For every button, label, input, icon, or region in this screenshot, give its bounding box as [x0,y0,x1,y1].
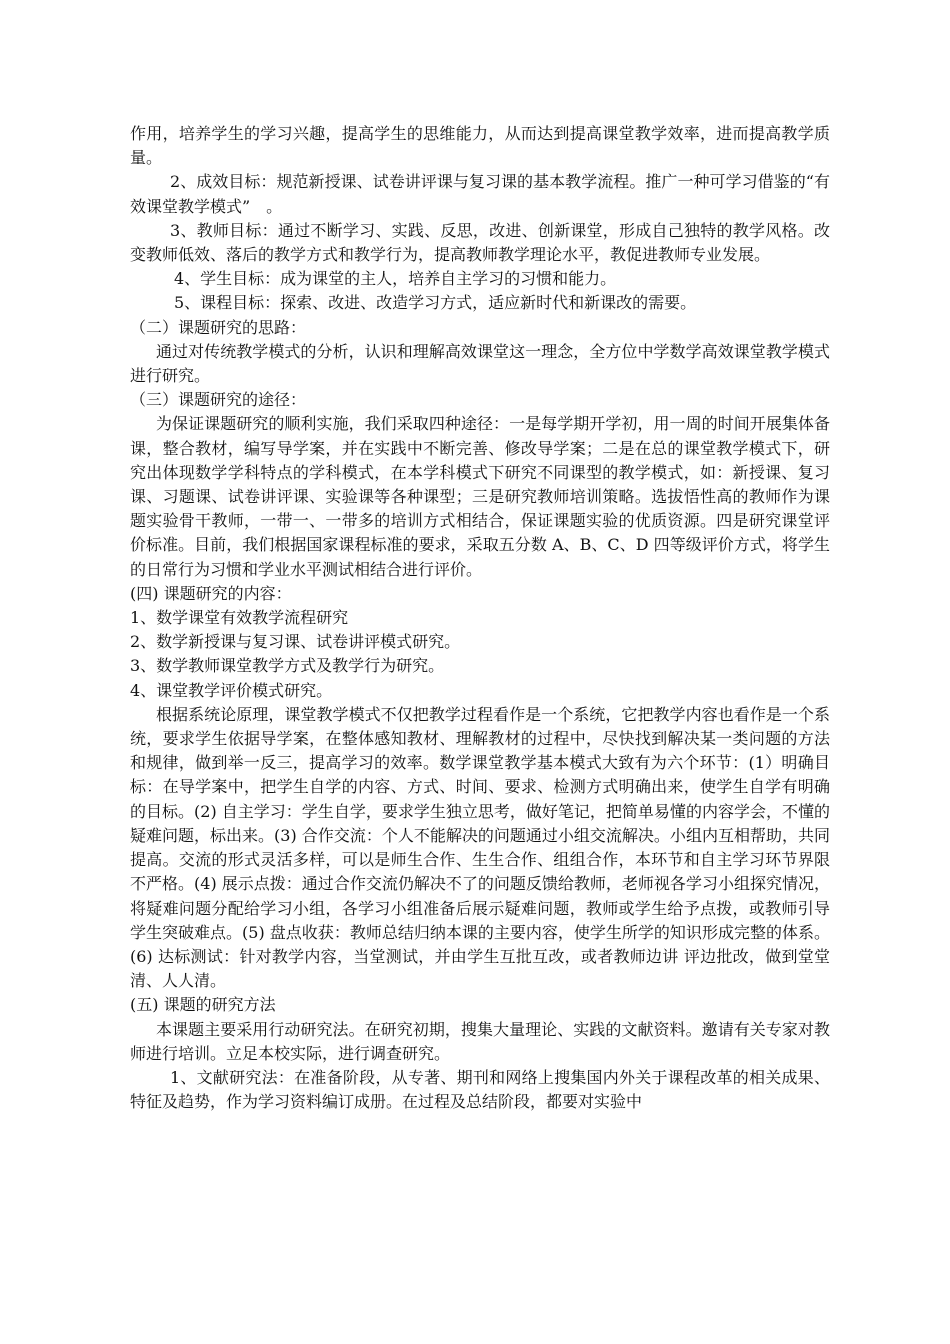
content-item-4: 4、课堂教学评价模式研究。 [130,680,333,700]
content-item-3: 3、数学教师课堂教学方式及教学行为研究。 [130,656,445,676]
goal-4-paragraph: 4、学生目标：成为课堂的主人，培养自主学习的习惯和能力。 [174,269,617,289]
section-5-body: 本课题主要采用行动研究法。在研究初期，搜集大量理论、实践的文献资料。邀请有关专家对教师进行培训。立足本校实际，进行调查研究。 [130,1019,830,1063]
section-2-heading: （二）课题研究的思路： [130,317,307,337]
section-4-heading: (四) 课题研究的内容： [130,583,292,603]
paragraph-continuation: 作用，培养学生的学习兴趣，提高学生的思维能力，从而达到提高课堂教学效率，进而提高教学质量。 [130,124,830,168]
section-5-heading: (五) 课题的研究方法 [130,995,276,1015]
content-item-1: 1、数学课堂有效教学流程研究 [130,608,349,628]
section-2-body: 通过对传统教学模式的分析，认识和理解高效课堂这一理念，全方位中学数学高效课堂教学模式进行研究。 [130,341,830,386]
goal-3-paragraph: 3、教师目标：通过不断学习、实践、反思，改进、创新课堂，形成自己独特的教学风格。改变教师低效、落后的教学方式和教学行为，提高教师教学理论水平，教促进教师专业发展。 [130,220,830,265]
teaching-model-paragraph: 根据系统论原理，课堂教学模式不仅把教学过程看作是一个系统，它把教学内容也看作是一个系统，要求学生依据导学案，在整体感知教材、理解教材的过程中，尽快找到解决某一类问题的方法和规律，做到举一反三，提高学习的效率。数学课堂教学基本模式大致有为六个环节：(1）明确目标：在导学案中，把学生自学的内容、方式、时间、要求、检测方式明确出来，使学生自学有明确的目标。(2) 自主学习：学生自学，要求学生独立思考，做好笔记，把简单易懂的内容学会，不懂的疑难问题，标出来。(3) 合作交流：个人不能解决的问题通过小组交流解决。小组内互相帮助，共同提高。交流的形式灵活多样，可以是师生合作、生生合作、组组合作，本环节和自主学习环节界限不严格。(4) 展示点拨：通过合作交流仍解决不了的问题反馈给教师，老师视各学习小组探究情况，将疑难问题分配给学习小组，各学习小组准备后展示疑难问题，教师或学生给予点拨，或教师引导学生突破难点。(5) 盘点收获：教师总结归纳本课的主要内容，使学生所学的知识形成完整的体系。(6) 达标测试：针对教学内容，当堂测试，并由学生互批互改，或者教师边讲 评边批改，做到堂堂清、人人清。 [130,704,830,991]
goal-2-paragraph: 2、成效目标：规范新授课、试卷讲评课与复习课的基本教学流程。推广一种可学习借鉴的“有效课堂教学模式” 。 [130,172,830,216]
content-item-2: 2、数学新授课与复习课、试卷讲评模式研究。 [130,632,461,652]
literature-method-paragraph: 1、文献研究法：在准备阶段，从专著、期刊和网络上搜集国内外关于课程改革的相关成果、特征及趋势，作为学习资料编订成册。在过程及总结阶段，都要对实验中 [130,1067,830,1112]
document-body [130,122,830,1114]
section-3-heading: （三）课题研究的途径： [130,390,307,410]
goal-5-paragraph: 5、课程目标：探索、改进、改造学习方式，适应新时代和新课改的需要。 [174,293,697,313]
section-3-body: 为保证课题研究的顺利实施，我们采取四种途径：一是每学期开学初，用一周的时间开展集体备课，整合教材，编写导学案，并在实践中不断完善、修改导学案；二是在总的课堂教学模式下，研究出体现数学学科特点的学科模式，在本学科模式下研究不同课型的教学模式，如：新授课、复习课、习题课、试卷讲评课、实验课等各种课型；三是研究教师培训策略。选拔悟性高的教师作为课题实验骨干教师，一带一、一带多的培训方式相结合，保证课题实验的优质资源。四是研究课堂评价标准。目前，我们根据国家课程标准的要求，采取五分数 A、B、C、D 四等级评价方式，将学生的日常行为习惯和学业水平测试相结合进行评价。 [130,414,830,579]
